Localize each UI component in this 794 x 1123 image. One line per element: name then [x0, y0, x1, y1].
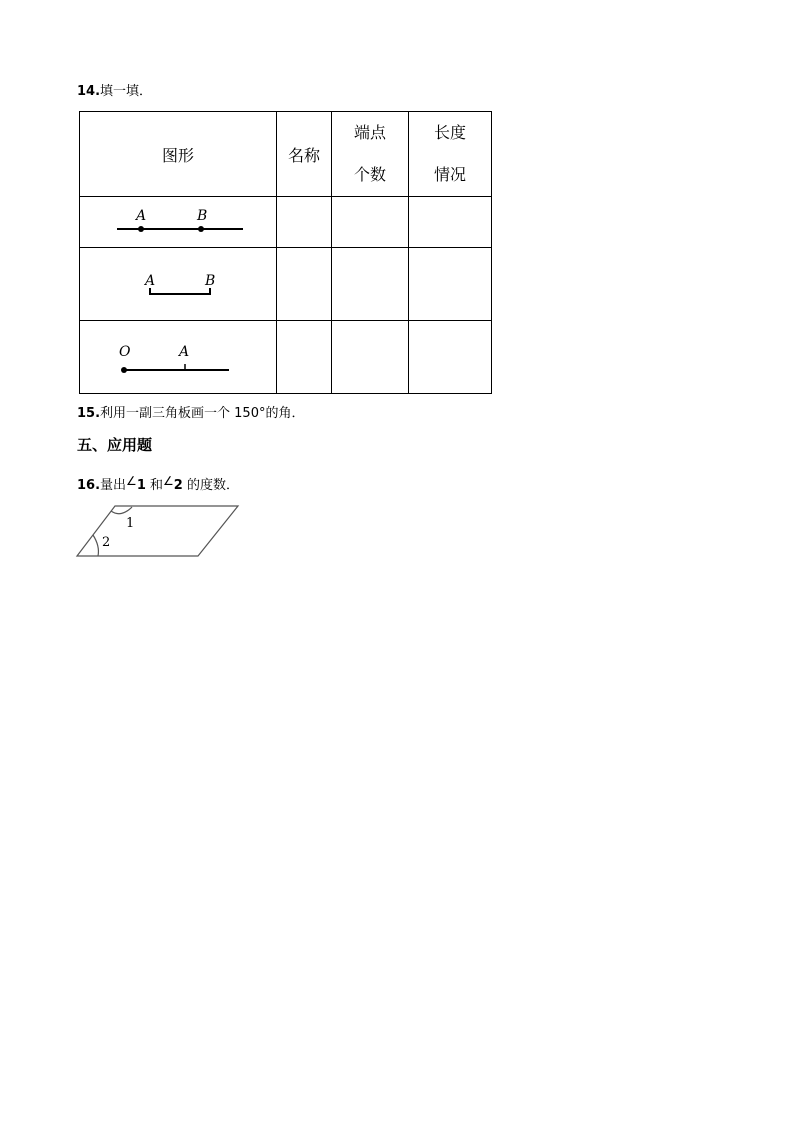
header-length: [409, 112, 492, 197]
point-label: A: [136, 208, 147, 224]
question-text-prefix: 量出: [100, 478, 127, 493]
fill-in-table: [79, 111, 492, 394]
section-title: 五、应用题: [77, 436, 153, 454]
question-text: 利用一副三角板画一个 150°的角．: [100, 406, 305, 421]
header-endpoints-line2: 个数: [353, 165, 386, 184]
point-label: B: [205, 273, 216, 289]
table-header-row: [80, 112, 492, 197]
answer-cell-length[interactable]: [409, 248, 492, 321]
header-length-line1: 长度: [433, 123, 466, 142]
point-label: B: [197, 208, 208, 224]
answer-cell-endpoints[interactable]: [332, 321, 409, 394]
question-connector: 和: [145, 478, 163, 493]
angle-1-label: 1: [136, 478, 146, 493]
figure-segment: [80, 248, 277, 321]
answer-cell-length[interactable]: [409, 321, 492, 394]
angle-2-label: 2: [173, 478, 183, 493]
header-shape: 图形: [80, 112, 277, 197]
table-row: [80, 197, 492, 248]
point-label: A: [179, 344, 190, 360]
question-number: 14.: [77, 84, 101, 99]
figure-ray: [80, 321, 277, 394]
header-endpoints-line1: 端点: [353, 123, 386, 142]
answer-cell-name[interactable]: [277, 197, 332, 248]
header-endpoints: [332, 112, 409, 197]
answer-cell-name[interactable]: [277, 321, 332, 394]
angle-1-label: 1: [126, 516, 135, 531]
table-row: [80, 321, 492, 394]
angle-symbol: ∠: [163, 474, 174, 488]
angle-symbol: ∠: [126, 474, 137, 488]
question-number: 16.: [77, 478, 101, 493]
segment-figure: [80, 248, 276, 320]
point-label: O: [119, 344, 131, 360]
point-label: A: [145, 273, 156, 289]
figure-line: [80, 197, 277, 248]
header-name: 名称: [277, 112, 332, 197]
header-length-line2: 情况: [433, 165, 466, 184]
question-text-suffix: 的度数．: [182, 478, 239, 493]
question-16: [77, 476, 239, 495]
answer-cell-endpoints[interactable]: [332, 248, 409, 321]
angle-2-label: 2: [102, 535, 111, 550]
line-figure: [80, 197, 276, 247]
question-14: [77, 83, 152, 101]
ray-figure: [80, 321, 276, 393]
question-text: 填一填．: [100, 84, 153, 99]
question-number: 15.: [77, 406, 101, 421]
table-row: [80, 248, 492, 321]
question-15: [77, 405, 304, 423]
answer-cell-length[interactable]: [409, 197, 492, 248]
parallelogram-figure: [74, 504, 242, 560]
answer-cell-name[interactable]: [277, 248, 332, 321]
answer-cell-endpoints[interactable]: [332, 197, 409, 248]
